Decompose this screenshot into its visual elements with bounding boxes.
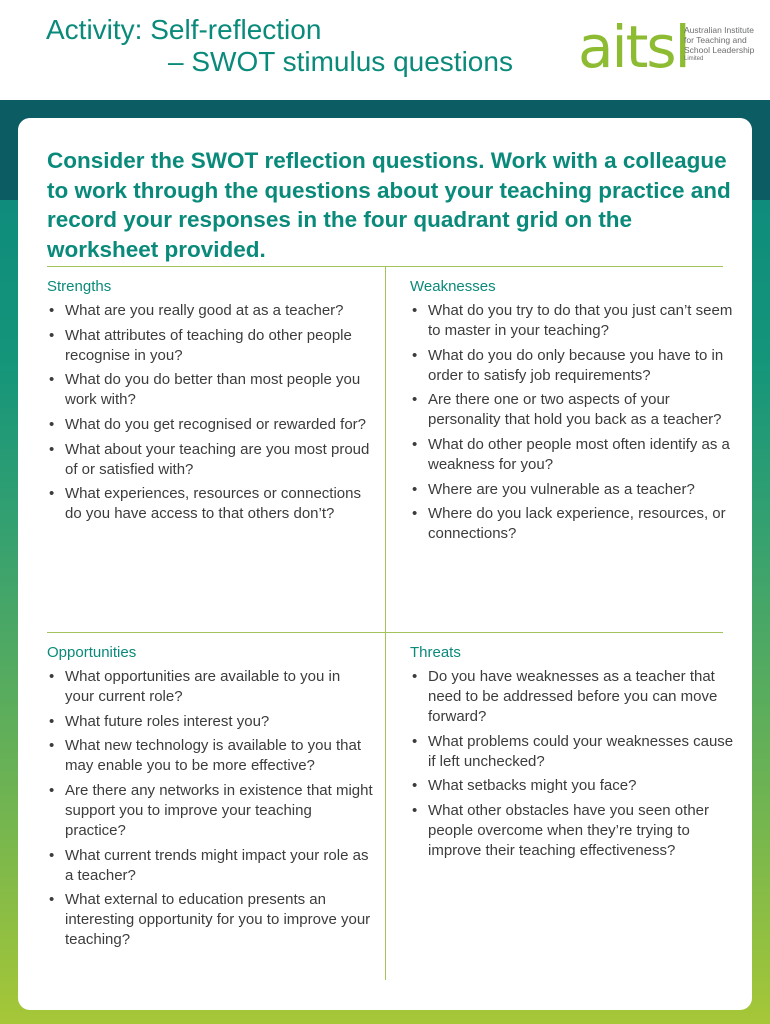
threats-list xyxy=(410,667,736,861)
list-item: • What opportunities are available to you in your current role? xyxy=(47,667,373,707)
title-line-1: Activity: Self-reflection xyxy=(46,14,322,45)
list-item: • What do you get recognised or rewarded for? xyxy=(47,415,373,435)
logo-caption-line-2: for Teaching and xyxy=(684,35,747,45)
list-item: • What do you do only because you have to in order to satisfy job requirements? xyxy=(410,346,736,386)
list-item: • What future roles interest you? xyxy=(47,712,373,732)
list-item: • What do you do better than most people you work with? xyxy=(47,370,373,410)
threats-quadrant xyxy=(410,643,736,866)
content-card xyxy=(18,118,752,1010)
logo-caption-line-3: School Leadership xyxy=(684,45,755,55)
list-item: • What experiences, resources or connections do you have access to that others don’t? xyxy=(47,484,373,524)
page-header xyxy=(0,0,770,100)
logo-caption-line-4: Limited xyxy=(684,56,704,62)
list-item: • What do you try to do that you just can’t seem to master in your teaching? xyxy=(410,301,736,341)
list-item: • What about your teaching are you most proud of or satisfied with? xyxy=(47,440,373,480)
list-item: • Do you have weaknesses as a teacher that need to be addressed before you can move forward? xyxy=(410,667,736,727)
strengths-list xyxy=(47,301,373,524)
list-item: • What are you really good at as a teacher? xyxy=(47,301,373,321)
list-item: • Are there any networks in existence that might support you to improve your teaching practice? xyxy=(47,781,373,841)
aitsl-logo xyxy=(578,13,768,82)
grid-middle-divider xyxy=(47,632,723,633)
logo-wordmark: aitsl xyxy=(578,13,689,81)
list-item: • Are there one or two aspects of your personality that hold you back as a teacher? xyxy=(410,390,736,430)
strengths-title: Strengths xyxy=(47,278,112,295)
weaknesses-quadrant xyxy=(410,277,736,549)
list-item: • What other obstacles have you seen other people overcome when they’re trying to improve their teaching effectiveness? xyxy=(410,801,736,861)
weaknesses-list xyxy=(410,301,736,544)
list-item: • What external to education presents an interesting opportunity for you to improve your teaching? xyxy=(47,890,373,950)
weaknesses-title: Weaknesses xyxy=(410,278,496,295)
list-item: • What setbacks might you face? xyxy=(410,776,736,796)
list-item: • What new technology is available to you that may enable you to be more effective? xyxy=(47,736,373,776)
title-line-2: – SWOT stimulus questions xyxy=(168,46,513,77)
page-title xyxy=(46,14,513,78)
list-item: • What attributes of teaching do other people recognise in you? xyxy=(47,326,373,366)
logo-caption-line-1: Australian Institute xyxy=(684,25,754,35)
opportunities-title: Opportunities xyxy=(47,644,137,661)
list-item: • Where are you vulnerable as a teacher? xyxy=(410,480,736,500)
grid-vertical-divider xyxy=(385,266,386,980)
list-item: • Where do you lack experience, resources, or connections? xyxy=(410,504,736,544)
list-item: • What problems could your weaknesses cause if left unchecked? xyxy=(410,732,736,772)
intro-heading: Consider the SWOT reflection questions. Work with a colleague to work through the questions about your teaching practice and record your responses in the four quadrant grid on the worksheet provided. xyxy=(47,148,731,262)
strengths-quadrant xyxy=(47,277,373,529)
threats-title: Threats xyxy=(410,644,461,661)
list-item: • What current trends might impact your role as a teacher? xyxy=(47,846,373,886)
opportunities-quadrant xyxy=(47,643,373,955)
opportunities-list xyxy=(47,667,373,950)
list-item: • What do other people most often identify as a weakness for you? xyxy=(410,435,736,475)
logo-caption xyxy=(684,25,754,63)
